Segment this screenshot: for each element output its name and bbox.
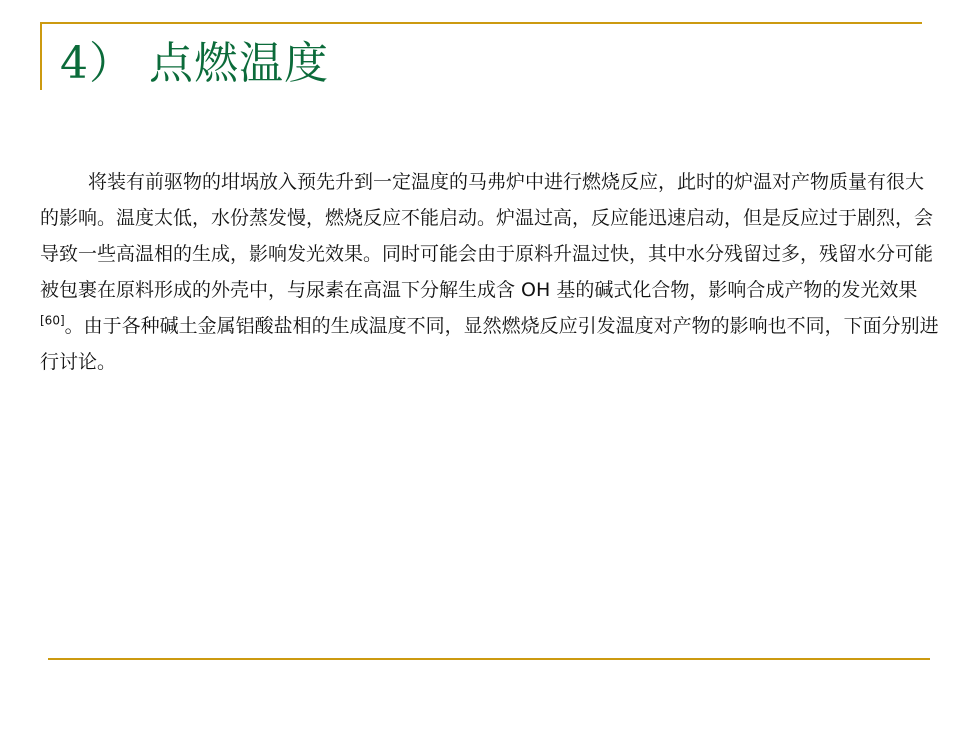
bottom-divider — [48, 658, 930, 660]
body-paragraph — [40, 164, 940, 380]
paragraph-text-part1: 将装有前驱物的坩埚放入预先升到一定温度的马弗炉中进行燃烧反应，此时的炉温对产物质量有很大的影响。温度太低，水份蒸发慢，燃烧反应不能启动。炉温过高，反应能迅速启动，但是反应过于剧烈，会导致一些高温相的生成，影响发光效果。同时可能会由于原料升温过快，其中水分残留过多，残留水分可能被包裹在原料形成的外壳中，与尿素在高温下分解生成含 OH 基的碱式化合物，影响合成产物的发光效果 — [40, 171, 934, 301]
paragraph-text-part2: 。由于各种碱土金属铝酸盐相的生成温度不同，显然燃烧反应引发温度对产物的影响也不同，下面分别进行讨论。 — [40, 315, 939, 373]
citation-marker: [60] — [40, 313, 65, 328]
title-side-divider — [40, 22, 42, 90]
slide-title: 4） 点燃温度 — [60, 38, 329, 89]
top-divider — [40, 22, 922, 24]
